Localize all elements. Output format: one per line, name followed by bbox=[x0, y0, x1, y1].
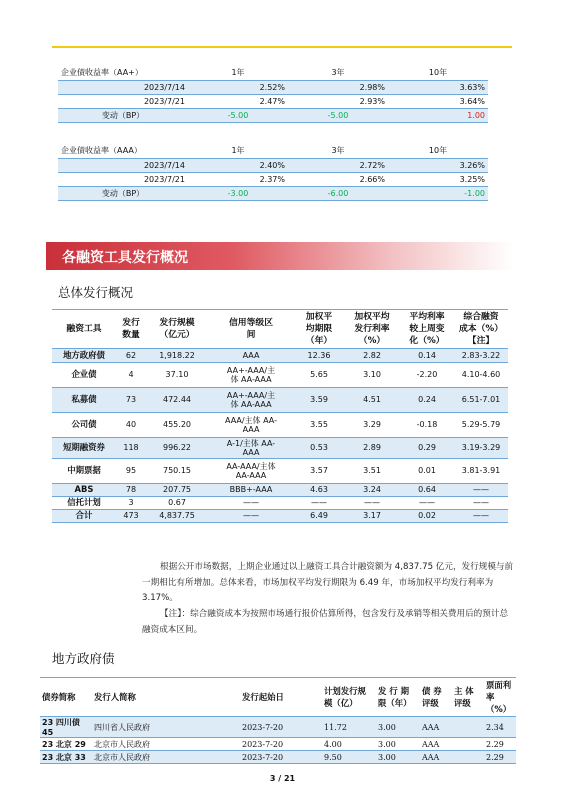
cell-issuer: 北京市人民政府 bbox=[92, 751, 240, 764]
section-banner bbox=[46, 242, 514, 270]
cell-rate: 3.29 bbox=[344, 413, 400, 438]
section-title: 各融资工具发行概况 bbox=[62, 250, 188, 266]
cell-cost: 4.10-4.60 bbox=[454, 363, 508, 388]
cell-3y: 2.98% bbox=[288, 80, 388, 94]
cell-bond-rating: AAA bbox=[420, 738, 452, 751]
cell-code: 23 北京 29 bbox=[40, 738, 92, 751]
hdr-scale: 发行规模 （亿元） bbox=[146, 310, 208, 349]
cell-cost: 2.83-3.22 bbox=[454, 349, 508, 363]
hdr-term: 发 行 期 限（年） bbox=[376, 678, 420, 717]
cell-change: -2.20 bbox=[400, 363, 454, 388]
cell-plan: 11.72 bbox=[322, 717, 376, 738]
issuance-table-header bbox=[52, 310, 508, 349]
cell-10y: 3.25% bbox=[388, 172, 488, 186]
table-row bbox=[58, 94, 488, 108]
cell-scale: 472.44 bbox=[146, 388, 208, 413]
table-row bbox=[58, 80, 488, 94]
row-date: 2023/7/14 bbox=[58, 158, 188, 172]
cell-10y: 3.26% bbox=[388, 158, 488, 172]
cell-count: 4 bbox=[116, 363, 146, 388]
change-label: 变动（BP） bbox=[58, 186, 188, 200]
cell-bond-rating: AAA bbox=[420, 717, 452, 738]
hdr-rating: 信用等级区 间 bbox=[208, 310, 294, 349]
hdr-cost: 综合融资 成本（%） 【注】 bbox=[454, 310, 508, 349]
cell-cost: 3.19-3.29 bbox=[454, 438, 508, 459]
overall-heading: 总体发行概况 bbox=[58, 285, 134, 300]
cell-count: 95 bbox=[116, 459, 146, 484]
cell-scale: 996.22 bbox=[146, 438, 208, 459]
cell-term: —— bbox=[294, 497, 344, 510]
cell-rate: 3.10 bbox=[344, 363, 400, 388]
table-row bbox=[52, 438, 508, 459]
table-row bbox=[52, 388, 508, 413]
cell-term: 3.55 bbox=[294, 413, 344, 438]
cell-main-rating bbox=[452, 751, 484, 764]
cell-plan: 9.50 bbox=[322, 751, 376, 764]
cell-count: 78 bbox=[116, 484, 146, 497]
cell-1y: 2.37% bbox=[188, 172, 288, 186]
hdr-avg-change: 平均利率 较上周变 化（%） bbox=[400, 310, 454, 349]
cell-count: 62 bbox=[116, 349, 146, 363]
cell-plan: 4.00 bbox=[322, 738, 376, 751]
local-gov-heading: 地方政府债 bbox=[52, 651, 115, 666]
change-10y: -1.00 bbox=[388, 186, 488, 200]
cell-issuer: 北京市人民政府 bbox=[92, 738, 240, 751]
cell-count: 73 bbox=[116, 388, 146, 413]
cell-coupon: 2.29 bbox=[484, 751, 516, 764]
cell-tool: 企业债 bbox=[52, 363, 116, 388]
cell-rating: AAA bbox=[208, 349, 294, 363]
cell-rating: AA+-AAA/主 体 AA-AAA bbox=[208, 363, 294, 388]
cell-term: 3.00 bbox=[376, 738, 420, 751]
cell-term: 4.63 bbox=[294, 484, 344, 497]
cell-cost: 6.51-7.01 bbox=[454, 388, 508, 413]
table-row bbox=[52, 497, 508, 510]
cell-rating: A-1/主体 AA- AAA bbox=[208, 438, 294, 459]
hdr-count: 发行 数量 bbox=[116, 310, 146, 349]
yield-table-title: 企业债收益率（AAA） bbox=[58, 144, 188, 158]
page-number: 3 / 21 bbox=[269, 774, 296, 783]
cell-scale: 37.10 bbox=[146, 363, 208, 388]
cell-term: 6.49 bbox=[294, 510, 344, 523]
hdr-issuer: 发行人简称 bbox=[92, 678, 240, 717]
cell-scale: 4,837.75 bbox=[146, 510, 208, 523]
yield-table-title: 企业债收益率（AA+） bbox=[58, 66, 188, 80]
cell-change: 0.29 bbox=[400, 438, 454, 459]
table-row bbox=[40, 751, 516, 764]
cell-term: 3.57 bbox=[294, 459, 344, 484]
cell-rating: AA+-AAA/主 体 AA-AAA bbox=[208, 388, 294, 413]
cell-cost: 3.81-3.91 bbox=[454, 459, 508, 484]
cell-3y: 2.66% bbox=[288, 172, 388, 186]
hdr-rate: 加权平均 发行利率 （%） bbox=[344, 310, 400, 349]
change-1y: -3.00 bbox=[188, 186, 288, 200]
cell-3y: 2.72% bbox=[288, 158, 388, 172]
cell-tool: 地方政府债 bbox=[52, 349, 116, 363]
cell-term: 3.00 bbox=[376, 751, 420, 764]
cell-date: 2023-7-20 bbox=[240, 751, 322, 764]
cell-bond-rating: AAA bbox=[420, 751, 452, 764]
cell-rate: 3.17 bbox=[344, 510, 400, 523]
cell-date: 2023-7-20 bbox=[240, 717, 322, 738]
cell-rate: —— bbox=[344, 497, 400, 510]
change-3y: -5.00 bbox=[288, 108, 388, 122]
col-1y: 1年 bbox=[188, 66, 288, 80]
yield-table-header bbox=[58, 144, 488, 158]
change-label: 变动（BP） bbox=[58, 108, 188, 122]
cell-rate: 2.89 bbox=[344, 438, 400, 459]
cell-rate: 4.51 bbox=[344, 388, 400, 413]
row-date: 2023/7/21 bbox=[58, 172, 188, 186]
cell-10y: 3.63% bbox=[388, 80, 488, 94]
row-date: 2023/7/21 bbox=[58, 94, 188, 108]
cell-tool: 信托计划 bbox=[52, 497, 116, 510]
cell-1y: 2.52% bbox=[188, 80, 288, 94]
cell-rating: AAA/主体 AA- AAA bbox=[208, 413, 294, 438]
hdr-date: 发行起始日 bbox=[240, 678, 322, 717]
col-10y: 10年 bbox=[388, 144, 488, 158]
cell-count: 473 bbox=[116, 510, 146, 523]
cell-scale: 1,918.22 bbox=[146, 349, 208, 363]
change-1y: -5.00 bbox=[188, 108, 288, 122]
cell-issuer: 四川省人民政府 bbox=[92, 717, 240, 738]
col-3y: 3年 bbox=[288, 144, 388, 158]
cell-change: 0.64 bbox=[400, 484, 454, 497]
top-rule bbox=[52, 46, 512, 48]
change-row bbox=[58, 108, 488, 122]
cell-tool: 私募债 bbox=[52, 388, 116, 413]
col-3y: 3年 bbox=[288, 66, 388, 80]
cell-term: 3.00 bbox=[376, 717, 420, 738]
cell-change: 0.24 bbox=[400, 388, 454, 413]
cell-3y: 2.93% bbox=[288, 94, 388, 108]
yield-table-header bbox=[58, 66, 488, 80]
cell-change: 0.14 bbox=[400, 349, 454, 363]
cell-change: 0.01 bbox=[400, 459, 454, 484]
note-paragraph: 【注】：综合融资成本为按照市场通行报价估算所得，包含发行及承销等相关费用后的预计总融资成本区间。 bbox=[142, 609, 509, 635]
hdr-bond-rating: 债 券 评级 bbox=[420, 678, 452, 717]
cell-code: 23 四川债 45 bbox=[40, 717, 92, 738]
table-row bbox=[52, 413, 508, 438]
table-row bbox=[52, 459, 508, 484]
cell-term: 3.59 bbox=[294, 388, 344, 413]
cell-coupon: 2.29 bbox=[484, 738, 516, 751]
cell-rating: AA-AAA/主体 AA-AAA bbox=[208, 459, 294, 484]
row-date: 2023/7/14 bbox=[58, 80, 188, 94]
cell-tool: 公司债 bbox=[52, 413, 116, 438]
change-row bbox=[58, 186, 488, 200]
cell-rating: —— bbox=[208, 497, 294, 510]
cell-cost: —— bbox=[454, 497, 508, 510]
cell-term: 12.36 bbox=[294, 349, 344, 363]
table-row bbox=[52, 484, 508, 497]
col-1y: 1年 bbox=[188, 144, 288, 158]
table-row bbox=[52, 510, 508, 523]
cell-1y: 2.47% bbox=[188, 94, 288, 108]
cell-count: 3 bbox=[116, 497, 146, 510]
yield-table-aa-plus bbox=[58, 66, 488, 123]
table-row bbox=[52, 349, 508, 363]
cell-scale: 455.20 bbox=[146, 413, 208, 438]
local-gov-table bbox=[40, 677, 516, 764]
cell-rate: 3.24 bbox=[344, 484, 400, 497]
cell-coupon: 2.34 bbox=[484, 717, 516, 738]
cell-10y: 3.64% bbox=[388, 94, 488, 108]
cell-scale: 0.67 bbox=[146, 497, 208, 510]
cell-rate: 3.51 bbox=[344, 459, 400, 484]
cell-tool: 中期票据 bbox=[52, 459, 116, 484]
cell-rating: BBB+-AAA bbox=[208, 484, 294, 497]
cell-change: 0.02 bbox=[400, 510, 454, 523]
cell-main-rating bbox=[452, 717, 484, 738]
cell-cost: —— bbox=[454, 484, 508, 497]
table-row bbox=[58, 158, 488, 172]
cell-tool: 合计 bbox=[52, 510, 116, 523]
cell-tool: ABS bbox=[52, 484, 116, 497]
cell-term: 0.53 bbox=[294, 438, 344, 459]
cell-cost: 5.29-5.79 bbox=[454, 413, 508, 438]
cell-rating: —— bbox=[208, 510, 294, 523]
cell-count: 40 bbox=[116, 413, 146, 438]
hdr-plan: 计划发行规 模（亿） bbox=[322, 678, 376, 717]
cell-scale: 750.15 bbox=[146, 459, 208, 484]
cell-count: 118 bbox=[116, 438, 146, 459]
cell-date: 2023-7-20 bbox=[240, 738, 322, 751]
cell-1y: 2.40% bbox=[188, 158, 288, 172]
table-row bbox=[40, 738, 516, 751]
issuance-table bbox=[52, 309, 508, 523]
table-row bbox=[40, 717, 516, 738]
hdr-code: 债券简称 bbox=[40, 678, 92, 717]
cell-cost: —— bbox=[454, 510, 508, 523]
local-gov-table-header bbox=[40, 678, 516, 717]
cell-code: 23 北京 33 bbox=[40, 751, 92, 764]
hdr-tool: 融资工具 bbox=[52, 310, 116, 349]
hdr-main-rating: 主 体 评级 bbox=[452, 678, 484, 717]
cell-tool: 短期融资券 bbox=[52, 438, 116, 459]
cell-change: —— bbox=[400, 497, 454, 510]
change-3y: -6.00 bbox=[288, 186, 388, 200]
yield-table-aaa bbox=[58, 144, 488, 201]
hdr-coupon: 票面利 率（%） bbox=[484, 678, 516, 717]
cell-rate: 2.82 bbox=[344, 349, 400, 363]
cell-term: 5.65 bbox=[294, 363, 344, 388]
cell-scale: 207.75 bbox=[146, 484, 208, 497]
cell-main-rating bbox=[452, 738, 484, 751]
table-row bbox=[58, 172, 488, 186]
hdr-term: 加权平 均期限 （年） bbox=[294, 310, 344, 349]
summary-paragraph: 根据公开市场数据，上期企业通过以上融资工具合计融资额为 4,837.75 亿元，发行规模与前一期相比有所增加。总体来看，市场加权平均发行期限为 6.49 年，市场加权平均发行利率为 3.17%。 bbox=[142, 562, 514, 603]
col-10y: 10年 bbox=[388, 66, 488, 80]
change-10y: 1.00 bbox=[388, 108, 488, 122]
cell-change: -0.18 bbox=[400, 413, 454, 438]
table-row bbox=[52, 363, 508, 388]
